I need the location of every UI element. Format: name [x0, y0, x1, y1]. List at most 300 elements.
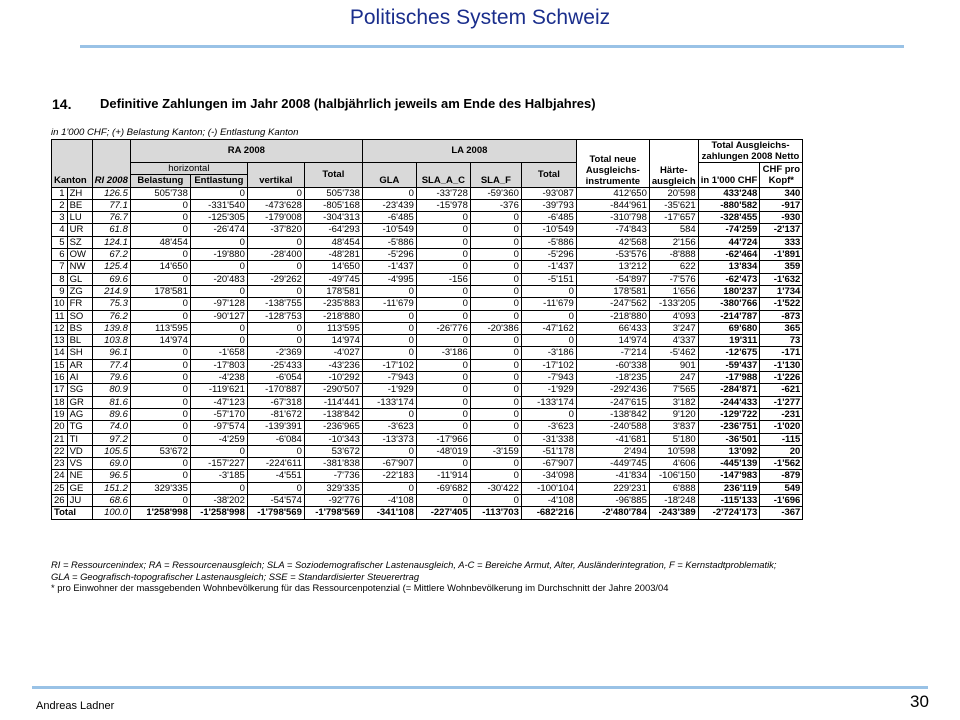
- cell-ri: 75.3: [92, 298, 130, 310]
- cell-sla-ac: -17'966: [416, 433, 470, 445]
- header-kanton: Kanton: [52, 140, 93, 188]
- cell-entlastung: 0: [190, 236, 247, 248]
- cell-kopf: -1'696: [760, 495, 803, 507]
- cell-vertikal: 0: [247, 322, 304, 334]
- cell-nr: 13: [52, 335, 68, 347]
- cell-gla: -1'437: [362, 261, 416, 273]
- cell-entlastung: -17'803: [190, 359, 247, 371]
- cell-ra-total: 53'672: [304, 445, 362, 457]
- cell-entlastung: -331'540: [190, 199, 247, 211]
- cell-la-total: -67'907: [521, 458, 576, 470]
- cell-belastung: 329'335: [130, 482, 190, 494]
- cell-nr: 22: [52, 445, 68, 457]
- cell-gla: 0: [362, 347, 416, 359]
- cell-gla: 0: [362, 445, 416, 457]
- cell-belastung: 48'454: [130, 236, 190, 248]
- cell-sla-ac: -48'019: [416, 445, 470, 457]
- cell-kanton: UR: [67, 224, 92, 236]
- cell-ra-total: -114'441: [304, 396, 362, 408]
- cell-vertikal: -28'400: [247, 249, 304, 261]
- cell-neue: 13'212: [576, 261, 649, 273]
- cell-ri: 81.6: [92, 396, 130, 408]
- cell-gla: -3'623: [362, 421, 416, 433]
- cell-vertikal: 0: [247, 261, 304, 273]
- header-sla-f: SLA_F: [470, 163, 521, 188]
- cell-ri: 68.6: [92, 495, 130, 507]
- cell-neue: -18'235: [576, 372, 649, 384]
- cell-gla: -5'886: [362, 236, 416, 248]
- cell-neue: 178'581: [576, 285, 649, 297]
- cell-chf: -214'787: [698, 310, 760, 322]
- cell-sla-ac: -11'914: [416, 470, 470, 482]
- cell-haerte: -17'657: [649, 212, 698, 224]
- cell-sla-ac: -69'682: [416, 482, 470, 494]
- table-row: [52, 273, 803, 285]
- cell-kopf: -1'226: [760, 372, 803, 384]
- cell-sla-f: 0: [470, 372, 521, 384]
- cell-kopf: -1'020: [760, 421, 803, 433]
- cell-la-total: -93'087: [521, 187, 576, 199]
- cell-kanton: BS: [67, 322, 92, 334]
- cell-neue: -7'214: [576, 347, 649, 359]
- cell-haerte: 2'156: [649, 236, 698, 248]
- cell-kanton: AR: [67, 359, 92, 371]
- cell-neue: -74'843: [576, 224, 649, 236]
- cell-kanton: GE: [67, 482, 92, 494]
- cell-nr: 9: [52, 285, 68, 297]
- cell-neue: -247'615: [576, 396, 649, 408]
- cell-haerte: -8'888: [649, 249, 698, 261]
- cell-kanton: ZH: [67, 187, 92, 199]
- total-cell-ver: -1'798'569: [247, 507, 304, 519]
- cell-chf: -115'133: [698, 495, 760, 507]
- cell-haerte: 9'120: [649, 408, 698, 420]
- cell-kopf: -1'562: [760, 458, 803, 470]
- cell-vertikal: -138'755: [247, 298, 304, 310]
- cell-ra-total: -304'313: [304, 212, 362, 224]
- cell-belastung: 0: [130, 224, 190, 236]
- cell-la-total: -1'929: [521, 384, 576, 396]
- header-chf: in 1'000 CHF: [698, 163, 760, 188]
- cell-chf: -74'259: [698, 224, 760, 236]
- cell-ra-total: -805'168: [304, 199, 362, 211]
- cell-la-total: -6'485: [521, 212, 576, 224]
- cell-neue: -218'880: [576, 310, 649, 322]
- cell-neue: -292'436: [576, 384, 649, 396]
- cell-gla: -133'174: [362, 396, 416, 408]
- cell-ra-total: 14'650: [304, 261, 362, 273]
- cell-sla-f: 0: [470, 285, 521, 297]
- cell-gla: -7'943: [362, 372, 416, 384]
- table-notes: [51, 559, 776, 594]
- cell-sla-f: 0: [470, 347, 521, 359]
- cell-kopf: -171: [760, 347, 803, 359]
- cell-nr: 6: [52, 249, 68, 261]
- cell-sla-ac: 0: [416, 236, 470, 248]
- cell-entlastung: 0: [190, 261, 247, 273]
- cell-sla-ac: 0: [416, 396, 470, 408]
- cell-la-total: -100'104: [521, 482, 576, 494]
- cell-haerte: 3'837: [649, 421, 698, 433]
- cell-chf: -62'473: [698, 273, 760, 285]
- cell-neue: 66'433: [576, 322, 649, 334]
- cell-sla-f: 0: [470, 298, 521, 310]
- header-sla-ac: SLA_A_C: [416, 163, 470, 188]
- cell-chf: -880'582: [698, 199, 760, 211]
- cell-sla-ac: 0: [416, 359, 470, 371]
- table-row: [52, 408, 803, 420]
- cell-sla-f: 0: [470, 359, 521, 371]
- cell-belastung: 0: [130, 212, 190, 224]
- cell-belastung: 0: [130, 495, 190, 507]
- cell-la-total: -1'437: [521, 261, 576, 273]
- cell-nr: 7: [52, 261, 68, 273]
- cell-haerte: 622: [649, 261, 698, 273]
- cell-entlastung: 0: [190, 285, 247, 297]
- cell-neue: -138'842: [576, 408, 649, 420]
- cell-kopf: -879: [760, 470, 803, 482]
- cell-nr: 5: [52, 236, 68, 248]
- cell-ri: 76.7: [92, 212, 130, 224]
- cell-kopf: -1'522: [760, 298, 803, 310]
- cell-sla-ac: -3'186: [416, 347, 470, 359]
- total-cell-bel: 1'258'998: [130, 507, 190, 519]
- cell-sla-ac: 0: [416, 421, 470, 433]
- cell-kopf: -115: [760, 433, 803, 445]
- cell-haerte: -35'621: [649, 199, 698, 211]
- cell-belastung: 178'581: [130, 285, 190, 297]
- cell-kanton: TI: [67, 433, 92, 445]
- table-row: [52, 298, 803, 310]
- cell-vertikal: -81'672: [247, 408, 304, 420]
- cell-ri: 96.1: [92, 347, 130, 359]
- cell-kopf: -1'130: [760, 359, 803, 371]
- total-cell-neue: -2'480'784: [576, 507, 649, 519]
- cell-la-total: -47'162: [521, 322, 576, 334]
- cell-sla-ac: -156: [416, 273, 470, 285]
- cell-nr: 20: [52, 421, 68, 433]
- total-cell-kopf: -367: [760, 507, 803, 519]
- cell-kanton: SO: [67, 310, 92, 322]
- cell-neue: 2'494: [576, 445, 649, 457]
- cell-sla-ac: 0: [416, 285, 470, 297]
- cell-la-total: 0: [521, 335, 576, 347]
- cell-neue: -41'834: [576, 470, 649, 482]
- cell-vertikal: -224'611: [247, 458, 304, 470]
- cell-sla-ac: 0: [416, 408, 470, 420]
- cell-gla: -1'929: [362, 384, 416, 396]
- cell-vertikal: -473'628: [247, 199, 304, 211]
- cell-ra-total: -218'880: [304, 310, 362, 322]
- cell-chf: -445'139: [698, 458, 760, 470]
- cell-sla-ac: 0: [416, 384, 470, 396]
- cell-kopf: 365: [760, 322, 803, 334]
- table-row: [52, 212, 803, 224]
- cell-kanton: GL: [67, 273, 92, 285]
- cell-vertikal: 0: [247, 445, 304, 457]
- cell-haerte: 4'606: [649, 458, 698, 470]
- cell-kanton: VD: [67, 445, 92, 457]
- cell-belastung: 0: [130, 249, 190, 261]
- header-entlastung: Entlastung: [190, 175, 247, 187]
- title-divider: [80, 45, 904, 48]
- table-row: [52, 335, 803, 347]
- cell-ra-total: -236'965: [304, 421, 362, 433]
- cell-gla: -4'108: [362, 495, 416, 507]
- cell-ri: 74.0: [92, 421, 130, 433]
- cell-ra-total: -381'838: [304, 458, 362, 470]
- cell-kopf: -930: [760, 212, 803, 224]
- note-gla: GLA = Geografisch-topografischer Lastenausgleich; SSE = Standardisierter Steuerertrag: [51, 570, 420, 582]
- cell-ri: 77.1: [92, 199, 130, 211]
- cell-la-total: -10'549: [521, 224, 576, 236]
- cell-ra-total: -7'736: [304, 470, 362, 482]
- cell-ra-total: -138'842: [304, 408, 362, 420]
- header-vertikal: vertikal: [247, 163, 304, 188]
- footer-divider: [32, 686, 928, 689]
- cell-sla-f: 0: [470, 249, 521, 261]
- cell-sla-f: 0: [470, 384, 521, 396]
- cell-haerte: -18'248: [649, 495, 698, 507]
- cell-ri: 69.0: [92, 458, 130, 470]
- cell-ri: 97.2: [92, 433, 130, 445]
- cell-sla-f: 0: [470, 224, 521, 236]
- cell-la-total: -31'338: [521, 433, 576, 445]
- cell-sla-f: 0: [470, 261, 521, 273]
- cell-entlastung: -125'305: [190, 212, 247, 224]
- cell-la-total: -11'679: [521, 298, 576, 310]
- cell-chf: -36'501: [698, 433, 760, 445]
- cell-ri: 126.5: [92, 187, 130, 199]
- cell-kopf: 1'734: [760, 285, 803, 297]
- cell-entlastung: -97'574: [190, 421, 247, 433]
- total-cell-chf: -2'724'173: [698, 507, 760, 519]
- cell-gla: -22'183: [362, 470, 416, 482]
- cell-sla-ac: 0: [416, 335, 470, 347]
- cell-ri: 61.8: [92, 224, 130, 236]
- cell-sla-ac: -33'728: [416, 187, 470, 199]
- cell-kanton: NW: [67, 261, 92, 273]
- cell-kanton: FR: [67, 298, 92, 310]
- cell-neue: -844'961: [576, 199, 649, 211]
- cell-la-total: -5'296: [521, 249, 576, 261]
- cell-entlastung: -20'483: [190, 273, 247, 285]
- header-horizontal: horizontal: [130, 163, 247, 175]
- cell-entlastung: -38'202: [190, 495, 247, 507]
- header-la-total: Total: [521, 163, 576, 188]
- note-per-capita: * pro Einwohner der massgebenden Wohnbevölkerung für das Ressourcenpotenzial (= Mittlere Wohnbevölkerung im Durchschnitt der Jahre 2003/04: [51, 582, 669, 594]
- cell-sla-f: -3'159: [470, 445, 521, 457]
- cell-kanton: JU: [67, 495, 92, 507]
- cell-chf: 19'311: [698, 335, 760, 347]
- cell-haerte: 20'598: [649, 187, 698, 199]
- cell-chf: 13'834: [698, 261, 760, 273]
- table-row: [52, 445, 803, 457]
- cell-ra-total: 14'974: [304, 335, 362, 347]
- cell-gla: -5'296: [362, 249, 416, 261]
- cell-chf: 69'680: [698, 322, 760, 334]
- header-ra-total: Total: [304, 163, 362, 188]
- table-title: Definitive Zahlungen im Jahr 2008 (halbjährlich jeweils am Ende des Halbjahres): [100, 96, 596, 111]
- cell-ra-total: -49'745: [304, 273, 362, 285]
- cell-belastung: 0: [130, 347, 190, 359]
- cell-nr: 25: [52, 482, 68, 494]
- cell-vertikal: -179'008: [247, 212, 304, 224]
- cell-la-total: -5'151: [521, 273, 576, 285]
- cell-sla-ac: 0: [416, 261, 470, 273]
- cell-kopf: -1'277: [760, 396, 803, 408]
- header-ri: RI 2008: [92, 140, 130, 188]
- table-row: [52, 322, 803, 334]
- cell-vertikal: -29'262: [247, 273, 304, 285]
- cell-sla-f: 0: [470, 396, 521, 408]
- cell-kopf: -2'137: [760, 224, 803, 236]
- table-row: [52, 433, 803, 445]
- cell-belastung: 0: [130, 273, 190, 285]
- cell-kanton: TG: [67, 421, 92, 433]
- cell-la-total: -3'623: [521, 421, 576, 433]
- table-header: [52, 140, 803, 188]
- total-cell-rat: -1'798'569: [304, 507, 362, 519]
- table-row: [52, 421, 803, 433]
- cell-sla-ac: 0: [416, 224, 470, 236]
- cell-nr: 14: [52, 347, 68, 359]
- total-cell-ent: -1'258'998: [190, 507, 247, 519]
- cell-belastung: 0: [130, 372, 190, 384]
- cell-sla-f: -20'386: [470, 322, 521, 334]
- page-number: 30: [910, 692, 929, 711]
- table-row: [52, 236, 803, 248]
- header-total-group: Total Ausgleichs-zahlungen 2008 Netto: [698, 140, 803, 163]
- cell-sla-f: -30'422: [470, 482, 521, 494]
- cell-haerte: 10'598: [649, 445, 698, 457]
- header-kopf: CHF pro Kopf*: [760, 163, 803, 188]
- table-row: [52, 310, 803, 322]
- cell-neue: -247'562: [576, 298, 649, 310]
- cell-neue: -96'885: [576, 495, 649, 507]
- cell-kopf: -917: [760, 199, 803, 211]
- cell-ri: 67.2: [92, 249, 130, 261]
- cell-neue: 14'974: [576, 335, 649, 347]
- cell-ri: 103.8: [92, 335, 130, 347]
- cell-entlastung: -47'123: [190, 396, 247, 408]
- cell-la-total: -4'108: [521, 495, 576, 507]
- cell-haerte: -133'205: [649, 298, 698, 310]
- cell-gla: 0: [362, 310, 416, 322]
- cell-vertikal: -139'391: [247, 421, 304, 433]
- cell-ra-total: 48'454: [304, 236, 362, 248]
- cell-nr: 3: [52, 212, 68, 224]
- cell-belastung: 505'738: [130, 187, 190, 199]
- cell-gla: -11'679: [362, 298, 416, 310]
- cell-nr: 23: [52, 458, 68, 470]
- cell-kanton: SG: [67, 384, 92, 396]
- cell-kanton: BL: [67, 335, 92, 347]
- cell-belastung: 0: [130, 396, 190, 408]
- cell-entlastung: -157'227: [190, 458, 247, 470]
- cell-belastung: 0: [130, 458, 190, 470]
- cell-ra-total: 178'581: [304, 285, 362, 297]
- cell-kopf: -231: [760, 408, 803, 420]
- cell-sla-f: -376: [470, 199, 521, 211]
- cell-sla-ac: -26'776: [416, 322, 470, 334]
- cell-sla-f: 0: [470, 212, 521, 224]
- cell-belastung: 0: [130, 408, 190, 420]
- cell-nr: 16: [52, 372, 68, 384]
- cell-ri: 125.4: [92, 261, 130, 273]
- cell-ra-total: -64'293: [304, 224, 362, 236]
- author-name: Andreas Ladner: [36, 700, 115, 712]
- cell-kanton: BE: [67, 199, 92, 211]
- cell-chf: -244'433: [698, 396, 760, 408]
- cell-sla-f: 0: [470, 495, 521, 507]
- table-body: [52, 187, 803, 519]
- cell-belastung: 0: [130, 433, 190, 445]
- cell-gla: -67'907: [362, 458, 416, 470]
- cell-nr: 10: [52, 298, 68, 310]
- cell-chf: 433'248: [698, 187, 760, 199]
- cell-neue: -449'745: [576, 458, 649, 470]
- cell-gla: 0: [362, 187, 416, 199]
- cell-kanton: AG: [67, 408, 92, 420]
- table-row: [52, 396, 803, 408]
- cell-kopf: -1'891: [760, 249, 803, 261]
- cell-ra-total: 329'335: [304, 482, 362, 494]
- table-row: [52, 470, 803, 482]
- cell-nr: 24: [52, 470, 68, 482]
- cell-la-total: -3'186: [521, 347, 576, 359]
- cell-kopf: -873: [760, 310, 803, 322]
- cell-belastung: 113'595: [130, 322, 190, 334]
- cell-entlastung: 0: [190, 335, 247, 347]
- cell-ri: 79.6: [92, 372, 130, 384]
- cell-sla-ac: 0: [416, 298, 470, 310]
- cell-belastung: 0: [130, 298, 190, 310]
- cell-chf: -236'751: [698, 421, 760, 433]
- cell-belastung: 53'672: [130, 445, 190, 457]
- cell-ra-total: -4'027: [304, 347, 362, 359]
- table-row: [52, 372, 803, 384]
- header-haerteausgleich: Härte-ausgleich: [649, 140, 698, 188]
- cell-gla: -17'102: [362, 359, 416, 371]
- cell-sla-ac: 0: [416, 458, 470, 470]
- cell-neue: -41'681: [576, 433, 649, 445]
- cell-nr: 12: [52, 322, 68, 334]
- cell-haerte: 4'337: [649, 335, 698, 347]
- cell-la-total: -51'178: [521, 445, 576, 457]
- cell-nr: 4: [52, 224, 68, 236]
- cell-entlastung: -1'658: [190, 347, 247, 359]
- cell-vertikal: -2'369: [247, 347, 304, 359]
- cell-gla: 0: [362, 408, 416, 420]
- cell-sla-ac: 0: [416, 212, 470, 224]
- cell-la-total: -7'943: [521, 372, 576, 384]
- cell-neue: -240'588: [576, 421, 649, 433]
- cell-entlastung: -26'474: [190, 224, 247, 236]
- cell-vertikal: 0: [247, 236, 304, 248]
- cell-entlastung: 0: [190, 187, 247, 199]
- table-row: [52, 347, 803, 359]
- cell-belastung: 0: [130, 470, 190, 482]
- cell-sla-f: 0: [470, 236, 521, 248]
- total-cell-lat: -682'216: [521, 507, 576, 519]
- header-ra-group: RA 2008: [130, 140, 362, 163]
- cell-neue: 412'650: [576, 187, 649, 199]
- note-abbreviations: RI = Ressourcenindex; RA = Ressourcenausgleich; SLA = Soziodemografischer Lastenausgleich, A-C = Bereiche Armut, Alter, Ausländerintegration, F = Kernstadtproblematik;: [51, 559, 777, 570]
- cell-ri: 96.5: [92, 470, 130, 482]
- cell-gla: -13'373: [362, 433, 416, 445]
- cell-kopf: 333: [760, 236, 803, 248]
